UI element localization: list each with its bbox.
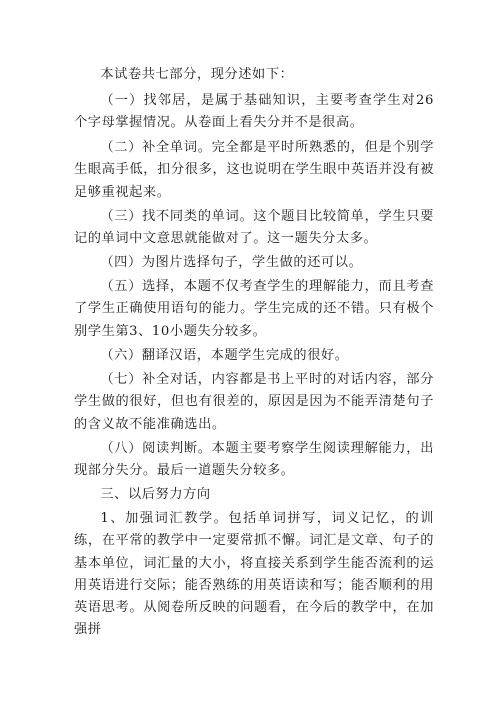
intro-paragraph: 本试卷共七部分，现分述如下： [100,67,294,82]
future-direction-heading: 三、以后努力方向 [100,487,211,502]
section-3-paragraph: （三）找不同类的单词。这个题目比较简单，学生只要记的单词中文意思就能做对了。这一题失分太多。 [74,209,434,247]
section-6-paragraph: （六）翻译汉语，本题学生完成的很好。 [100,348,349,363]
section-5-paragraph: （五）选择，本题不仅考查学生的理解能力，而且考查了学生正确使用语句的能力。学生完成的还不错。只有极个别学生第3、10小题失分较多。 [74,279,434,339]
section-4-paragraph: （四）为图片选择句子，学生做的还可以。 [100,255,363,270]
section-7-paragraph: （七）补全对话，内容都是书上平时的对话内容，部分学生做的很好，但也有很差的，原因是因为不能弄清楚句子的含义故不能准确选出。 [74,372,434,432]
section-1-paragraph: （一）找邻居，是属于基础知识，主要考查学生对26个字母掌握情况。从卷面上看失分并不是很高。 [74,93,434,131]
section-2-paragraph: （二）补全单词。完全都是平时所熟悉的，但是个别学生眼高手低，扣分很多，这也说明在学生眼中英语并没有被足够重视起来。 [74,140,434,200]
vocabulary-teaching-paragraph: 1、加强词汇教学。包括单词拼写，词义记忆，的训练，在平常的教学中一定要常抓不懈。词汇是文章、句子的基本单位，词汇量的大小，将直接关系到学生能否流利的运用英语进行交际；能否熟练的用英语读和写；能否顺利的用英语思考。从阅卷所反映的问题看，在今后的教学中，在加强拼 [74,511,434,638]
section-8-paragraph: （八）阅读判断。本题主要考察学生阅读理解能力，出现部分失分。最后一道题失分较多。 [74,441,434,479]
